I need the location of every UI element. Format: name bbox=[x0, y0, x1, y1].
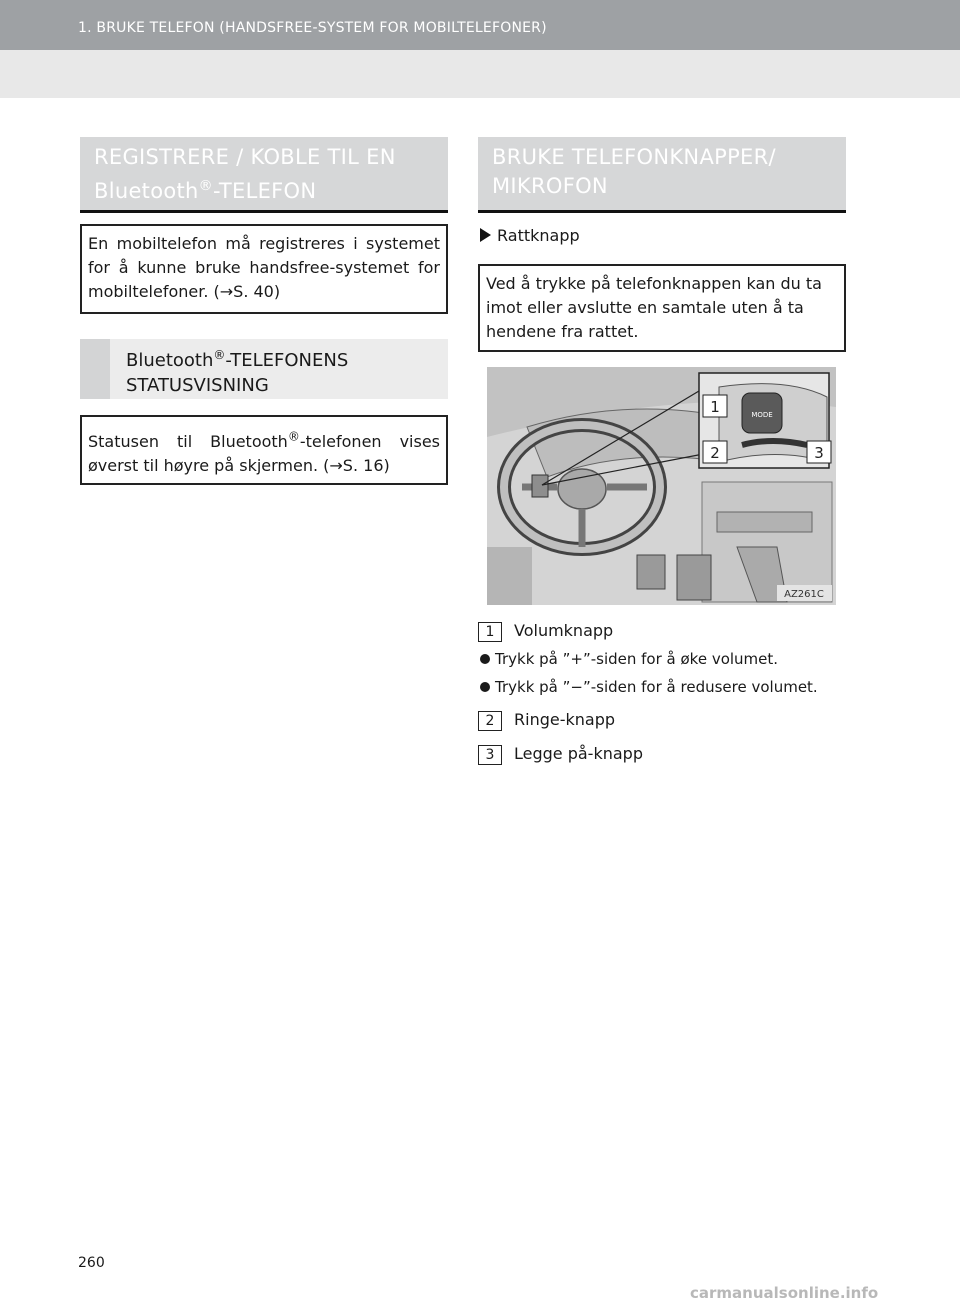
steering-button-label: Rattknapp bbox=[480, 226, 580, 245]
heading-register-connect bbox=[80, 137, 448, 213]
figure-code: AZ261C bbox=[784, 589, 824, 600]
subheading-text: Bluetooth®-TELEFONENS STATUSVISNING bbox=[126, 348, 349, 396]
status-text: Statusen til Bluetooth®-telefonen vises øverst til høyre på skjermen. (→S. 16) bbox=[88, 430, 440, 476]
item-label: Legge på-knapp bbox=[514, 744, 643, 763]
figure-callout-1: 1 bbox=[710, 398, 720, 416]
item-label: Volumknapp bbox=[514, 621, 614, 640]
heading-line-1: BRUKE TELEFONKNAPPER/ bbox=[492, 145, 776, 169]
subheading-accent bbox=[80, 339, 110, 399]
list-item-volume bbox=[478, 621, 613, 642]
heading-phone-buttons bbox=[478, 137, 846, 213]
bullet-dot-icon bbox=[480, 682, 490, 692]
subheading-status-display bbox=[80, 339, 448, 399]
item-number: 2 bbox=[478, 711, 502, 731]
intro-text: En mobiltelefon må registreres i systemet for å kunne bruke handsfree-systemet for mobiltelefoner. (→S. 40) bbox=[88, 234, 440, 301]
steering-wheel-illustration bbox=[487, 367, 836, 605]
list-item-hangup bbox=[478, 744, 643, 765]
item-number: 3 bbox=[478, 745, 502, 765]
page-number: 260 bbox=[78, 1255, 105, 1271]
note-text: Ved å trykke på telefonknappen kan du ta imot eller avslutte en samtale uten å ta hendene fra rattet. bbox=[486, 274, 822, 341]
figure-callout-3: 3 bbox=[814, 444, 824, 462]
heading-line-2: MIKROFON bbox=[492, 174, 608, 198]
header-bar bbox=[0, 0, 960, 50]
figure-callout-2: 2 bbox=[710, 444, 720, 462]
list-item-call bbox=[478, 710, 615, 731]
section-title: 1. BRUKE TELEFON (HANDSFREE-SYSTEM FOR MOBILTELEFONER) bbox=[78, 20, 547, 36]
bullet-dot-icon bbox=[480, 654, 490, 664]
heading-line-2: Bluetooth®-TELEFON bbox=[94, 178, 317, 203]
header-sub-band bbox=[0, 50, 960, 98]
item-label: Ringe-knapp bbox=[514, 710, 615, 729]
heading-line-1: REGISTRERE / KOBLE TIL EN bbox=[94, 145, 396, 169]
triangle-marker-icon bbox=[480, 228, 491, 242]
bullet-decrease: Trykk på ”−”-siden for å redusere volumet. bbox=[480, 678, 818, 696]
item-number: 1 bbox=[478, 622, 502, 642]
note-box bbox=[478, 264, 846, 352]
intro-box bbox=[80, 224, 448, 314]
figure-mode-label: MODE bbox=[751, 411, 773, 419]
watermark: carmanualsonline.info bbox=[690, 1284, 879, 1302]
bullet-increase: Trykk på ”+”-siden for å øke volumet. bbox=[480, 650, 778, 668]
status-box bbox=[80, 415, 448, 485]
